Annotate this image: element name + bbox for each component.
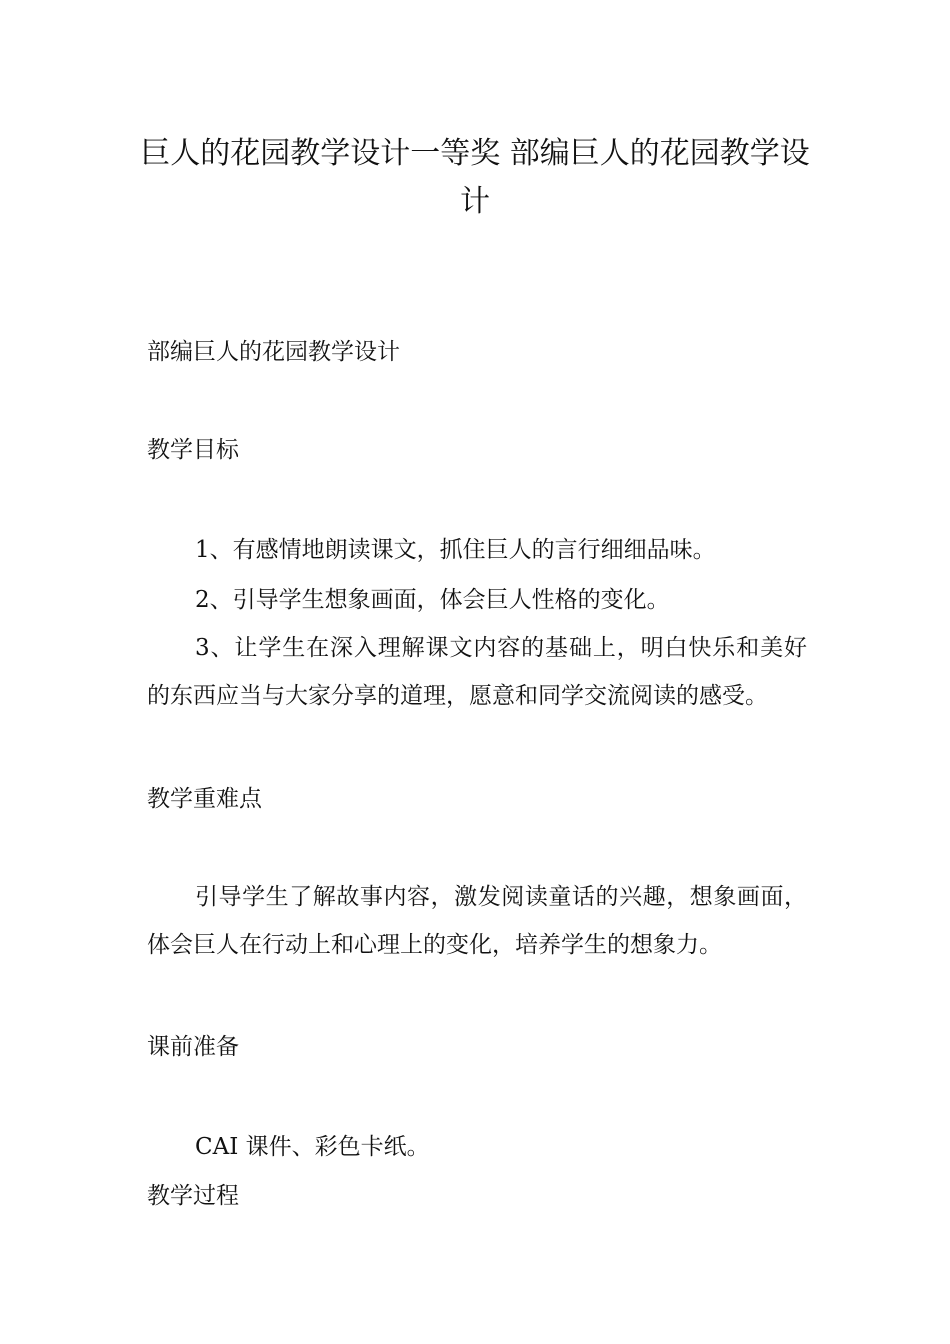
document-title: 巨人的花园教学设计一等奖 部编巨人的花园教学设计 [140,136,810,219]
section-heading-process: 教学过程 [147,1183,239,1209]
section-heading-objectives: 教学目标 [147,437,239,463]
objective-item-1: 1、有感情地朗读课文，抓住巨人的言行细细品味。 [195,537,716,563]
key-points-paragraph: 引导学生了解故事内容，激发阅读童话的兴趣，想象画面，体会巨人在行动上和心理上的变化，培养学生的想象力。 [147,884,807,958]
section-heading-preparation: 课前准备 [147,1034,239,1060]
objective-item-3: 3、让学生在深入理解课文内容的基础上，明白快乐和美好的东西应当与大家分享的道理，愿意和同学交流阅读的感受。 [147,635,807,709]
document-subtitle: 部编巨人的花园教学设计 [147,339,400,365]
objective-item-2: 2、引导学生想象画面，体会巨人性格的变化。 [195,587,670,613]
section-heading-key-points: 教学重难点 [147,786,262,812]
preparation-paragraph: CAI 课件、彩色卡纸。 [195,1134,430,1160]
